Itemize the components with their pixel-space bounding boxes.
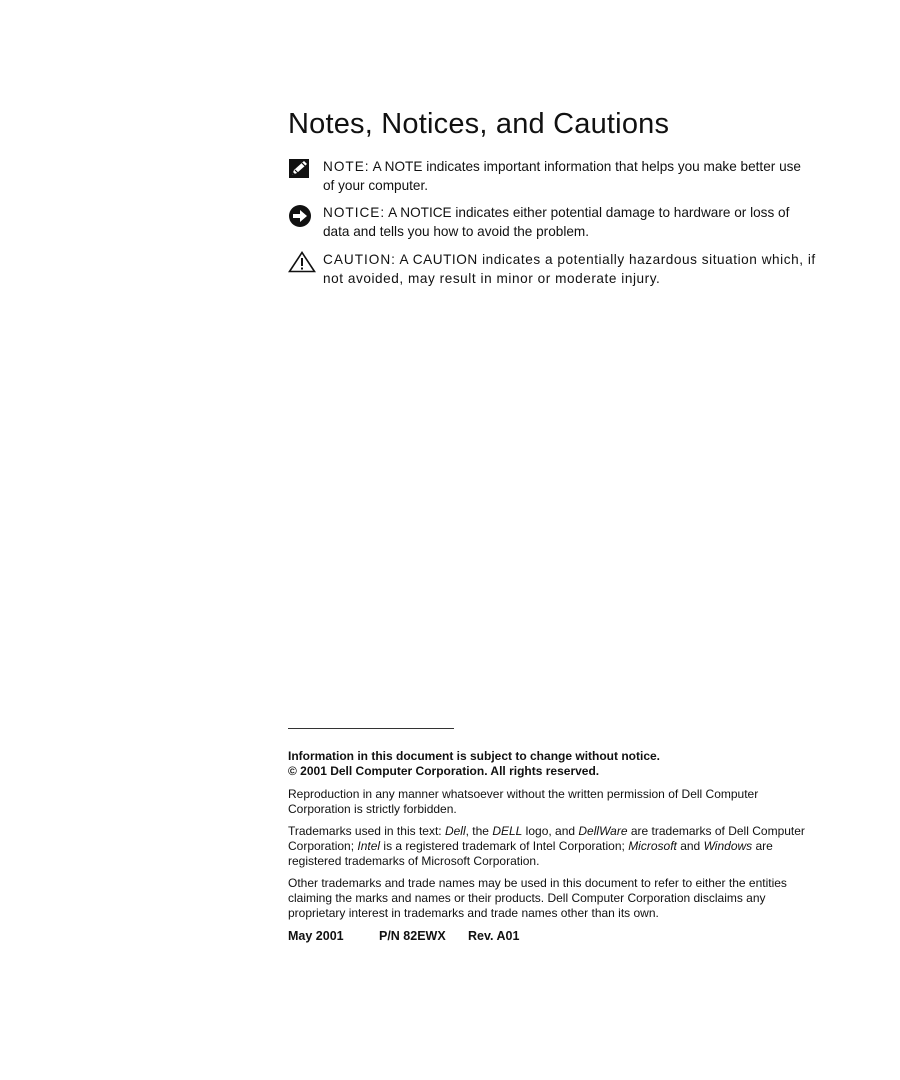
arrow-right-circle-icon — [288, 204, 314, 230]
reproduction-notice: Reproduction in any manner whatsoever without the written permission of Dell Computer Corporation is strictly forbidden. — [288, 787, 759, 816]
tm-dell-logo: DELL — [492, 824, 523, 838]
part-number: P/N 82EWX — [379, 929, 446, 943]
legal-notice — [288, 749, 813, 928]
note-text: A NOTE indicates important information that helps you make better use of your computer. — [323, 159, 801, 193]
tm-text: are registered trademarks of Microsoft Corporation. — [288, 839, 773, 868]
change-notice — [288, 749, 813, 779]
notice-lead: NOTICE: — [323, 205, 386, 220]
copyright-line: © 2001 Dell Computer Corporation. All rights reserved. — [288, 764, 600, 778]
note-lead: NOTE: — [323, 159, 370, 174]
notice-text: A NOTICE indicates either potential damage to hardware or loss of data and tells you how to avoid the problem. — [323, 205, 790, 239]
note-block — [288, 158, 816, 195]
tm-text: , the — [465, 824, 493, 838]
tm-text: are trademarks of Dell Computer Corporation; — [288, 824, 805, 853]
tm-dellware: DellWare — [578, 824, 628, 838]
tm-text: is a registered trademark of Intel Corporation; — [380, 839, 629, 853]
publication-info — [288, 929, 519, 943]
change-notice-line: Information in this document is subject to change without notice. — [288, 749, 661, 763]
footnote-divider — [288, 728, 454, 729]
tm-windows: Windows — [703, 839, 753, 853]
notice-block — [288, 204, 816, 241]
caution-block — [288, 251, 816, 288]
tm-intel: Intel — [357, 839, 381, 853]
tm-text: and — [676, 839, 704, 853]
tm-text: logo, and — [522, 824, 579, 838]
warning-triangle-icon — [288, 251, 314, 277]
tm-dell: Dell — [444, 824, 466, 838]
revision: Rev. A01 — [468, 929, 520, 943]
tm-text: Trademarks used in this text: — [288, 824, 445, 838]
other-trademarks-notice: Other trademarks and trade names may be used in this document to refer to either the entities claiming the marks and names or their products. Dell Computer Corporation disclaims any proprietary interest in trademarks and trade names other than its own. — [288, 876, 787, 920]
caution-text: A CAUTION indicates a potentially hazardous situation which, if not avoided, may result in minor or moderate injury. — [323, 252, 816, 286]
publication-date: May 2001 — [288, 929, 344, 943]
pencil-note-icon — [288, 158, 314, 184]
caution-lead: CAUTION: — [323, 252, 396, 267]
tm-microsoft: Microsoft — [628, 839, 677, 853]
trademarks-notice — [288, 824, 813, 869]
page-title: Notes, Notices, and Cautions — [288, 108, 670, 140]
